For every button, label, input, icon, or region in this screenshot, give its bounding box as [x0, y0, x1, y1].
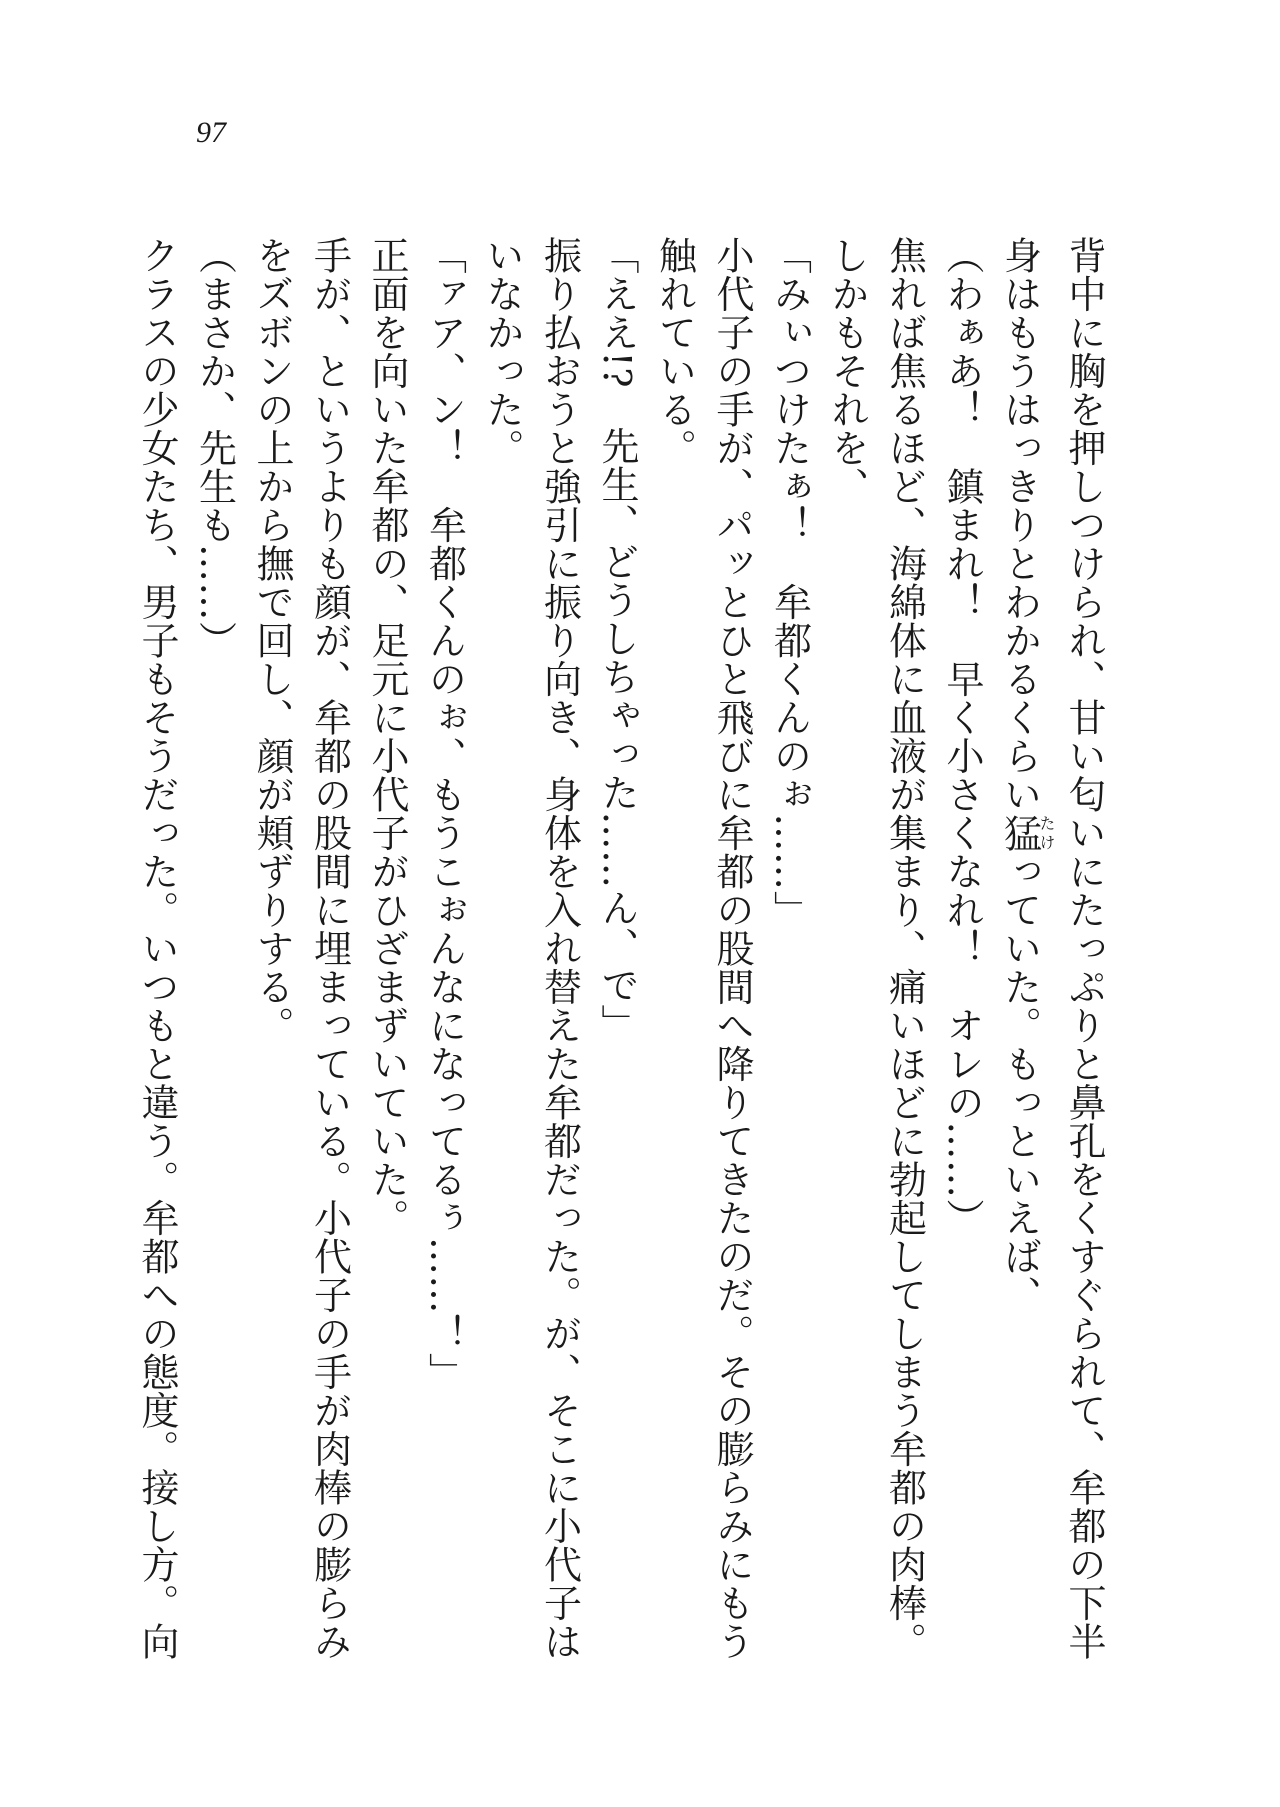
text-line: をズボンの上から撫で回し、顔が頬ずりする。 — [250, 236, 294, 1045]
text-line: 触れている。 — [652, 236, 697, 467]
ruby-word — [997, 813, 1056, 853]
text-line — [990, 236, 1055, 1676]
text-line: 手が、というよりも顔が、牟都の股間に埋まっている。小代子の手が肉棒の膨らみ — [307, 236, 352, 1661]
ruby-base: 猛 — [997, 813, 1042, 852]
text-line: 正面を向いた牟都の、足元に小代子がひざまずいていた。 — [365, 236, 409, 1237]
text-line: クラスの少女たち、男子もそうだった。いつもと違う。牟都への態度。接し方。向 — [135, 236, 179, 1661]
text-line: 「みぃつけたぁ！ 牟都くんのぉ……」 — [767, 236, 812, 929]
text-line: （わぁあ！ 鎮まれ！ 早く小さくなれ！ オレの……） — [940, 236, 984, 1237]
text-segment: 身はもうはっきりとわかるくらい — [997, 236, 1042, 814]
text-line: 背中に胸を押しつけられ、甘い匂いにたっぷりと鼻孔をくすぐられて、牟都の下半 — [1062, 236, 1106, 1661]
text-line: 焦れば焦るほど、海綿体に血液が集まり、痛いほどに勃起してしまう牟都の肉棒。 — [882, 236, 927, 1661]
text-line: 「ァア、ン！ 牟都くんのぉ、もうこぉんなになってるぅ……！」 — [422, 236, 467, 1391]
text-segment: っていた。もっといえば、 — [997, 852, 1042, 1314]
text-line: 「ええ!? 先生、どうしちゃった……ん、で」 — [595, 236, 639, 1043]
page-number: 97 — [196, 116, 226, 149]
text-line: （まさか、先生も……） — [192, 236, 237, 660]
body-text — [128, 236, 1113, 1676]
text-line: しかもそれを、 — [825, 236, 869, 506]
text-line: 小代子の手が、パッとひと飛びに牟都の股間へ降りてきたのだ。その膨らみにもう — [710, 236, 754, 1661]
text-line: いなかった。 — [480, 236, 524, 467]
text-line: 振り払おうと強引に振り向き、身体を入れ替えた牟都だった。が、そこに小代子は — [537, 236, 582, 1661]
ruby-reading: たけ — [1037, 813, 1056, 852]
